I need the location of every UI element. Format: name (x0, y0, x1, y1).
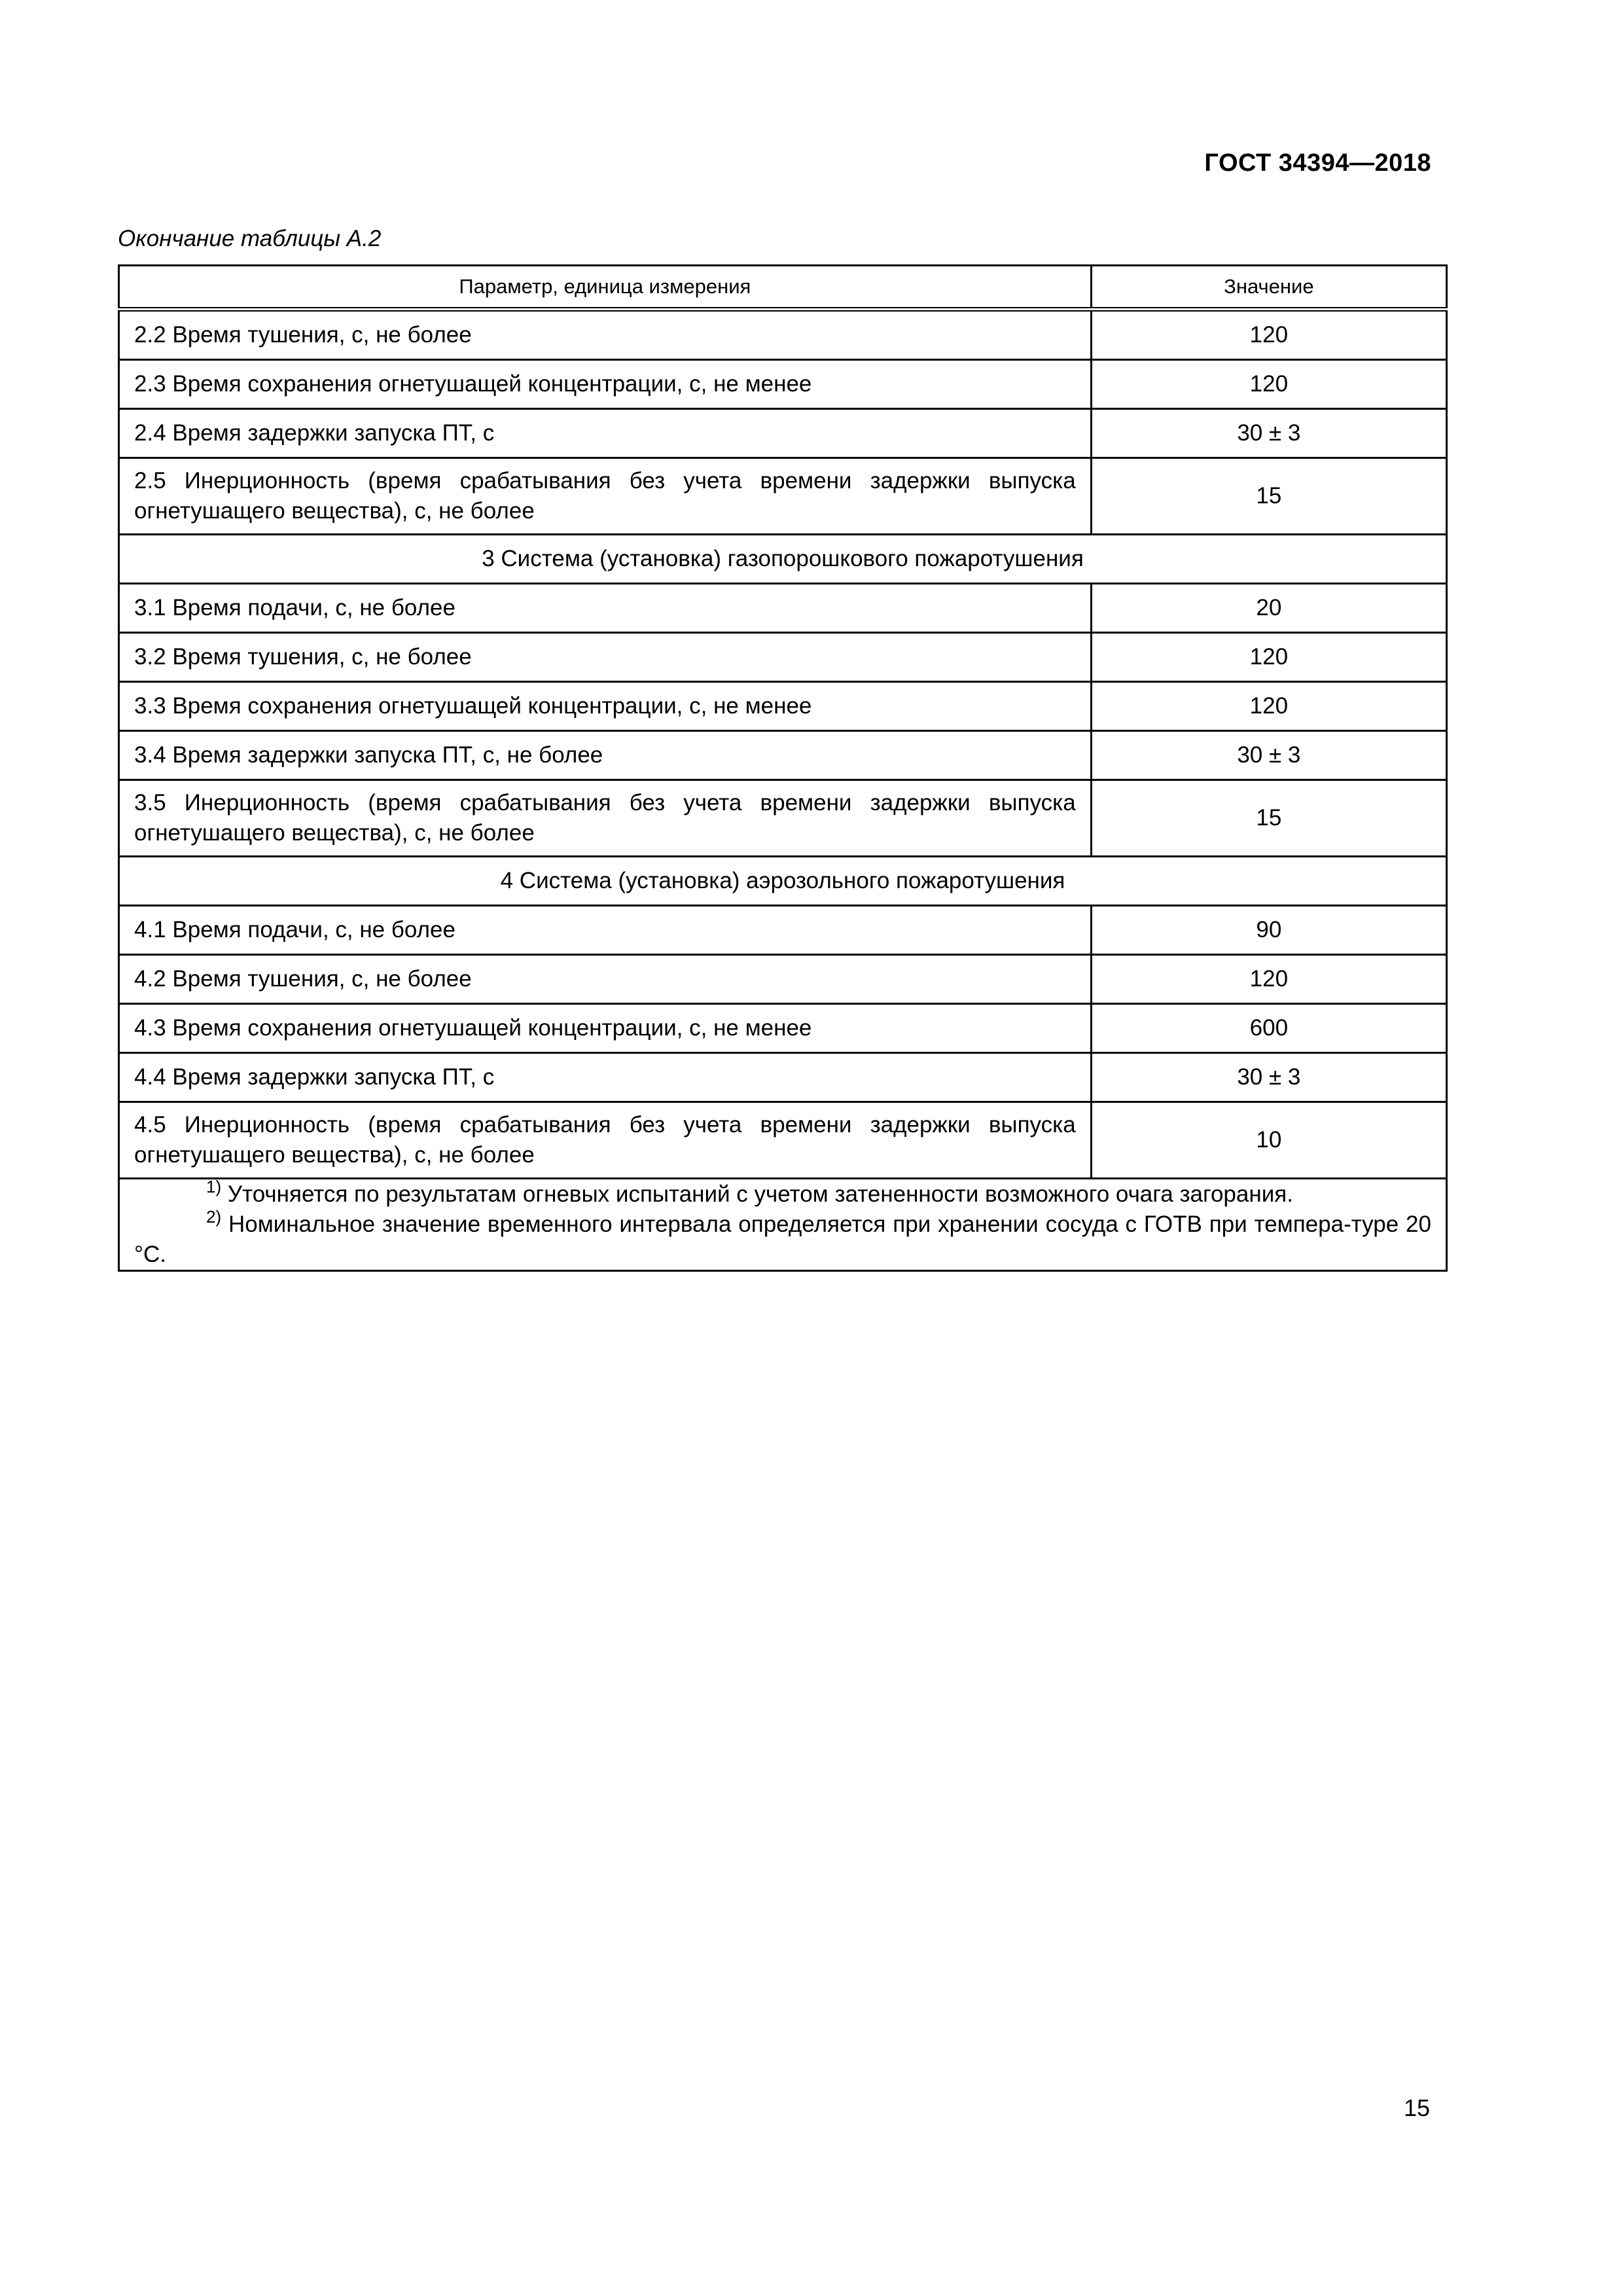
table-row (119, 458, 1447, 535)
param-cell: 4.1 Время подачи, с, не более (119, 906, 1092, 955)
table-header-row (119, 266, 1447, 310)
value-cell: 120 (1091, 955, 1446, 1004)
table-row (119, 633, 1447, 682)
table-notes (119, 1179, 1447, 1271)
value-cell: 20 (1091, 584, 1446, 633)
value-cell: 120 (1091, 360, 1446, 409)
section-row (119, 535, 1447, 584)
param-cell: 4.3 Время сохранения огнетушащей концентрации, с, не менее (119, 1004, 1092, 1053)
param-cell: 4.5 Инерционность (время срабатывания без учета времени задержки выпуска огнетушащего вещества), с, не более (119, 1102, 1092, 1179)
param-cell: 2.3 Время сохранения огнетушащей концентрации, с, не менее (119, 360, 1092, 409)
value-cell: 10 (1091, 1102, 1446, 1179)
value-cell: 30 ± 3 (1091, 409, 1446, 458)
table-row (119, 1004, 1447, 1053)
footnote-text: Уточняется по результатам огневых испытаний с учетом затененности возможного очага загорания. (227, 1181, 1293, 1207)
table-row (119, 409, 1447, 458)
value-cell: 15 (1091, 780, 1446, 857)
param-cell: 3.5 Инерционность (время срабатывания без учета времени задержки выпуска огнетушащего вещества), с, не более (119, 780, 1092, 857)
param-cell: 3.2 Время тушения, с, не более (119, 633, 1092, 682)
section-title: 4 Система (установка) аэрозольного пожаротушения (119, 857, 1447, 906)
table-row (119, 906, 1447, 955)
column-header-parameter: Параметр, единица измерения (119, 266, 1092, 310)
table-row (119, 731, 1447, 780)
param-cell: 2.4 Время задержки запуска ПТ, с (119, 409, 1092, 458)
footnote-mark: 2) (206, 1207, 222, 1227)
column-header-value: Значение (1091, 266, 1446, 310)
page-number: 15 (1403, 2094, 1430, 2121)
value-cell: 120 (1091, 682, 1446, 731)
param-cell: 3.4 Время задержки запуска ПТ, с, не более (119, 731, 1092, 780)
param-cell: 4.2 Время тушения, с, не более (119, 955, 1092, 1004)
table-row (119, 310, 1447, 360)
param-cell: 3.3 Время сохранения огнетушащей концентрации, с, не менее (119, 682, 1092, 731)
param-cell: 2.5 Инерционность (время срабатывания без учета времени задержки выпуска огнетушащего вещества), с, не более (119, 458, 1092, 535)
value-cell: 30 ± 3 (1091, 1053, 1446, 1102)
section-row (119, 857, 1447, 906)
notes-row (119, 1179, 1447, 1271)
parameters-table (118, 264, 1448, 1272)
param-cell: 2.2 Время тушения, с, не более (119, 310, 1092, 360)
document-code: ГОСТ 34394—2018 (1204, 149, 1431, 177)
footnote-2 (134, 1207, 1431, 1270)
section-title: 3 Система (установка) газопорошкового пожаротушения (119, 535, 1447, 584)
table-row (119, 584, 1447, 633)
param-cell: 4.4 Время задержки запуска ПТ, с (119, 1053, 1092, 1102)
value-cell: 30 ± 3 (1091, 731, 1446, 780)
value-cell: 120 (1091, 310, 1446, 360)
table-row (119, 1102, 1447, 1179)
table-row (119, 682, 1447, 731)
footnote-text: Номинальное значение временного интервала определяется при хранении сосуда с ГОТВ при темпера-туре 20 °С. (134, 1211, 1431, 1267)
table-row (119, 1053, 1447, 1102)
value-cell: 120 (1091, 633, 1446, 682)
table-row (119, 360, 1447, 409)
param-cell: 3.1 Время подачи, с, не более (119, 584, 1092, 633)
table-row (119, 955, 1447, 1004)
value-cell: 90 (1091, 906, 1446, 955)
value-cell: 15 (1091, 458, 1446, 535)
value-cell: 600 (1091, 1004, 1446, 1053)
table-caption: Окончание таблицы А.2 (118, 226, 382, 251)
table-row (119, 780, 1447, 857)
footnote-mark: 1) (206, 1177, 222, 1196)
footnote-1 (134, 1179, 1431, 1210)
